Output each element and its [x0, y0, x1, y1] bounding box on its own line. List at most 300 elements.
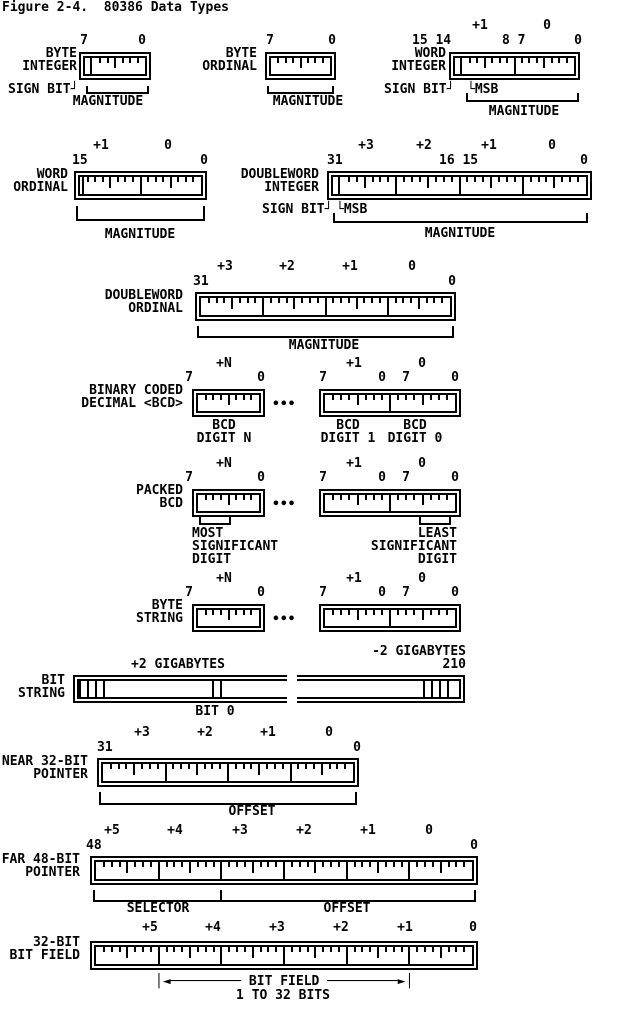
32bit-bit-field-label: +5	[142, 920, 158, 935]
doubleword-ordinal-label: +2	[279, 259, 295, 274]
byte-string-label: 0	[378, 585, 386, 600]
byte-string-tick	[340, 610, 342, 615]
bit-string-label: BIT	[41, 673, 65, 688]
binary-coded-decimal-tick	[365, 395, 367, 400]
byte-integer-tick	[137, 58, 139, 63]
binary-coded-decimal-label: 7	[402, 370, 410, 385]
far-48bit-pointer-label: FAR 48-BIT	[1, 852, 80, 867]
packed-bcd-tick	[389, 495, 391, 511]
doubleword-integer-tick	[490, 177, 492, 188]
near-32bit-pointer-tick	[204, 764, 206, 769]
near-32bit-pointer-label: POINTER	[33, 767, 88, 782]
byte-ordinal-tick	[285, 58, 287, 63]
packed-bcd-tick	[405, 495, 407, 500]
near-32bit-pointer-label: +1	[260, 725, 276, 740]
binary-coded-decimal-label: BCD	[403, 418, 427, 433]
byte-string-label: +N	[216, 571, 232, 586]
near-32bit-pointer-tick	[165, 764, 167, 781]
byte-string-label: 7	[319, 585, 327, 600]
doubleword-integer-tick	[435, 177, 437, 182]
far-48bit-pointer-tick	[455, 862, 457, 867]
near-32bit-pointer-label: 31	[97, 740, 113, 755]
byte-string-tick	[220, 610, 222, 615]
doubleword-integer-bracket	[333, 213, 588, 223]
packed-bcd-label: 0	[257, 470, 265, 485]
word-integer-tick	[499, 58, 501, 63]
doubleword-ordinal-tick	[387, 298, 389, 315]
far-48bit-pointer-tick	[338, 862, 340, 867]
near-32bit-pointer-label: +2	[197, 725, 213, 740]
doubleword-integer-tick	[522, 177, 524, 194]
far-48bit-pointer-tick	[440, 862, 442, 873]
word-integer-tick	[514, 58, 516, 74]
binary-coded-decimal-tick	[397, 395, 399, 400]
word-ordinal-tick	[185, 177, 187, 182]
far-48bit-pointer-tick	[369, 862, 371, 867]
near-32bit-pointer-tick	[110, 764, 112, 769]
packed-bcd-tick	[397, 495, 399, 500]
binary-coded-decimal-tick	[228, 395, 230, 405]
far-48bit-pointer-tick	[181, 862, 183, 867]
byte-ordinal-tick	[307, 58, 309, 63]
word-ordinal-tick	[124, 177, 126, 182]
binary-coded-decimal-tick	[389, 395, 391, 411]
word-ordinal-label: 0	[200, 153, 208, 168]
far-48bit-pointer-tick	[416, 862, 418, 867]
word-integer-box	[449, 52, 580, 80]
doubleword-ordinal-tick	[262, 298, 264, 315]
far-48bit-pointer-tick	[142, 862, 144, 867]
doubleword-ordinal-tick	[395, 298, 397, 303]
binary-coded-decimal-tick	[348, 395, 350, 400]
byte-string-box	[319, 604, 461, 632]
word-ordinal-tick	[82, 177, 84, 194]
far-48bit-pointer-tick	[307, 862, 309, 867]
word-ordinal-label: WORD	[36, 167, 68, 182]
doubleword-ordinal-tick	[379, 298, 381, 303]
binary-coded-decimal-tick	[340, 395, 342, 400]
bit-string-segment-inner	[77, 679, 287, 699]
bit-string-segment-line	[220, 681, 222, 697]
32bit-bit-field-tick	[197, 947, 199, 952]
near-32bit-pointer-tick	[235, 764, 237, 769]
byte-ordinal-label: 0	[328, 33, 336, 48]
far-48bit-pointer-tick	[393, 862, 395, 867]
far-48bit-pointer-tick	[291, 862, 293, 867]
far-48bit-pointer-tick	[424, 862, 426, 867]
32bit-bit-field-tick	[322, 947, 324, 952]
word-integer-tick	[521, 58, 523, 63]
byte-integer-label: MAGNITUDE	[72, 94, 144, 109]
32bit-bit-field-tick	[440, 947, 442, 958]
byte-string-box	[192, 604, 265, 632]
doubleword-integer-label: 0	[548, 138, 556, 153]
bit-string-label: -2 GIGABYTES	[372, 644, 466, 659]
doubleword-ordinal-tick	[216, 298, 218, 303]
far-48bit-pointer-tick	[134, 862, 136, 867]
binary-coded-decimal-label: 7	[319, 370, 327, 385]
word-integer-label: └MSB	[467, 82, 499, 97]
byte-string-label: +1	[346, 571, 362, 586]
byte-string-tick	[228, 610, 230, 620]
near-32bit-pointer-tick	[329, 764, 331, 769]
byte-integer-label: INTEGER	[22, 59, 77, 74]
doubleword-ordinal-tick	[309, 298, 311, 303]
doubleword-ordinal-tick	[325, 298, 327, 315]
doubleword-integer-tick	[356, 177, 358, 182]
binary-coded-decimal-tick	[413, 395, 415, 400]
far-48bit-pointer-tick	[361, 862, 363, 867]
32bit-bit-field-tick	[213, 947, 215, 952]
byte-integer-label: BYTE	[45, 46, 77, 61]
far-48bit-pointer-tick	[408, 862, 410, 879]
binary-coded-decimal-label: BCD	[336, 418, 360, 433]
far-48bit-pointer-tick	[236, 862, 238, 867]
32bit-bit-field-tick	[181, 947, 183, 952]
32bit-bit-field-tick	[299, 947, 301, 952]
doubleword-ordinal-label: MAGNITUDE	[288, 338, 360, 353]
near-32bit-pointer-tick	[157, 764, 159, 769]
32bit-bit-field-label: +1	[397, 920, 413, 935]
far-48bit-pointer-label: +2	[296, 823, 312, 838]
far-48bit-pointer-box	[90, 856, 478, 885]
far-48bit-pointer-tick	[260, 862, 262, 867]
word-integer-tick	[506, 58, 508, 63]
doubleword-integer-tick	[459, 177, 461, 194]
word-ordinal-tick	[162, 177, 164, 182]
doubleword-integer-label: 16 15	[439, 153, 479, 168]
far-48bit-pointer-tick	[244, 862, 246, 867]
32bit-bit-field-tick	[314, 947, 316, 958]
32bit-bit-field-tick	[158, 947, 160, 964]
byte-string-label: BYTE	[151, 598, 183, 613]
doubleword-integer-tick	[419, 177, 421, 182]
packed-bcd-label: •••	[272, 497, 296, 512]
far-48bit-pointer-tick	[126, 862, 128, 873]
byte-string-tick	[446, 610, 448, 615]
byte-string-tick	[373, 610, 375, 615]
32bit-bit-field-tick	[393, 947, 395, 952]
32bit-bit-field-label: +3	[269, 920, 285, 935]
doubleword-integer-tick	[498, 177, 500, 182]
bit-string-segment	[73, 675, 287, 703]
doubleword-integer-label: +1	[481, 138, 497, 153]
doubleword-integer-tick	[443, 177, 445, 182]
far-48bit-pointer-tick	[401, 862, 403, 867]
doubleword-integer-tick	[561, 177, 563, 182]
byte-string-label: 0	[418, 571, 426, 586]
near-32bit-pointer-tick	[180, 764, 182, 769]
32bit-bit-field-tick	[142, 947, 144, 952]
far-48bit-pointer-tick	[205, 862, 207, 867]
word-integer-tick	[528, 58, 530, 63]
near-32bit-pointer-box	[97, 758, 359, 787]
32bit-bit-field-tick	[369, 947, 371, 952]
byte-string-label: 0	[451, 585, 459, 600]
word-integer-label: WORD	[414, 46, 446, 61]
packed-bcd-label: DIGIT	[192, 552, 232, 567]
far-48bit-pointer-tick	[166, 862, 168, 867]
near-32bit-pointer-tick	[250, 764, 252, 769]
packed-bcd-tick	[332, 495, 334, 500]
binary-coded-decimal-label: DIGIT 1	[320, 431, 376, 446]
bit-string-segment-line	[87, 681, 89, 697]
32bit-bit-field-tick	[111, 947, 113, 952]
32bit-bit-field-tick	[354, 947, 356, 952]
packed-bcd-label: BCD	[159, 496, 183, 511]
near-32bit-pointer-label: OFFSET	[228, 804, 276, 819]
packed-bcd-label: DIGIT	[417, 552, 457, 567]
packed-bcd-label: +1	[346, 456, 362, 471]
packed-bcd-tick	[243, 495, 245, 500]
doubleword-integer-tick	[338, 177, 340, 194]
32bit-bit-field-tick	[189, 947, 191, 958]
word-ordinal-label: 15	[72, 153, 88, 168]
near-32bit-pointer-tick	[274, 764, 276, 769]
byte-string-tick	[422, 610, 424, 620]
packed-bcd-box-inner	[196, 493, 261, 513]
byte-string-label: 0	[257, 585, 265, 600]
32bit-bit-field-label: 1 TO 32 BITS	[236, 988, 330, 1003]
byte-string-tick	[365, 610, 367, 615]
doubleword-integer-tick	[514, 177, 516, 182]
byte-string-tick	[348, 610, 350, 615]
near-32bit-pointer-label: 0	[325, 725, 333, 740]
32bit-bit-field-tick	[220, 947, 222, 964]
32bit-bit-field-tick	[134, 947, 136, 952]
far-48bit-pointer-tick	[197, 862, 199, 867]
bit-string-segment-line	[79, 681, 81, 697]
32bit-bit-field-tick	[150, 947, 152, 952]
32bit-bit-field-tick	[408, 947, 410, 964]
binary-coded-decimal-tick	[357, 395, 359, 405]
binary-coded-decimal-box	[192, 389, 265, 417]
byte-string-tick	[357, 610, 359, 620]
near-32bit-pointer-tick	[172, 764, 174, 769]
word-ordinal-label: ORDINAL	[13, 180, 68, 195]
doubleword-integer-tick	[403, 177, 405, 182]
32bit-bit-field-tick	[463, 947, 465, 952]
binary-coded-decimal-tick	[235, 395, 237, 400]
32bit-bit-field-tick	[236, 947, 238, 952]
doubleword-integer-tick	[506, 177, 508, 182]
word-ordinal-tick	[192, 177, 194, 182]
doubleword-integer-tick	[553, 177, 555, 188]
near-32bit-pointer-tick	[258, 764, 260, 775]
word-ordinal-tick	[94, 177, 96, 182]
byte-ordinal-tick	[322, 58, 324, 63]
32bit-bit-field-box	[90, 941, 478, 970]
packed-bcd-tick	[348, 495, 350, 500]
32bit-bit-field-tick	[401, 947, 403, 952]
doubleword-ordinal-tick	[418, 298, 420, 309]
doubleword-ordinal-tick	[402, 298, 404, 303]
far-48bit-pointer-label: +3	[232, 823, 248, 838]
far-48bit-pointer-tick	[173, 862, 175, 867]
doubleword-ordinal-label: +1	[342, 259, 358, 274]
packed-bcd-tick	[373, 495, 375, 500]
word-integer-label: 0	[574, 33, 582, 48]
doubleword-integer-tick	[474, 177, 476, 182]
word-ordinal-tick	[109, 177, 111, 188]
packed-bcd-label: 7	[185, 470, 193, 485]
word-ordinal-tick	[155, 177, 157, 182]
packed-bcd-box	[319, 489, 461, 517]
binary-coded-decimal-tick	[373, 395, 375, 400]
32bit-bit-field-label: 32-BIT	[33, 935, 80, 950]
near-32bit-pointer-bracket	[99, 792, 357, 805]
packed-bcd-label: SIGNIFICANT	[370, 539, 457, 554]
packed-bcd-label: +N	[216, 456, 232, 471]
word-integer-box-inner	[453, 56, 576, 76]
binary-coded-decimal-label: 0	[378, 370, 386, 385]
word-ordinal-label: 0	[164, 138, 172, 153]
byte-string-label: 7	[185, 585, 193, 600]
packed-bcd-label: 7	[402, 470, 410, 485]
32bit-bit-field-tick	[330, 947, 332, 952]
far-48bit-pointer-tick	[322, 862, 324, 867]
bit-string-segment-inner	[297, 679, 461, 699]
word-integer-tick	[558, 58, 560, 63]
near-32bit-pointer-tick	[336, 764, 338, 769]
binary-coded-decimal-label: •••	[272, 397, 296, 412]
far-48bit-pointer-tick	[354, 862, 356, 867]
doubleword-ordinal-tick	[231, 298, 233, 309]
packed-bcd-tick	[235, 495, 237, 500]
binary-coded-decimal-label: BINARY CODED	[89, 383, 183, 398]
doubleword-ordinal-tick	[223, 298, 225, 303]
32bit-bit-field-tick	[126, 947, 128, 958]
doubleword-integer-tick	[372, 177, 374, 182]
32bit-bit-field-tick	[119, 947, 121, 952]
byte-integer-box	[79, 52, 151, 80]
doubleword-ordinal-tick	[340, 298, 342, 303]
packed-bcd-tick	[365, 495, 367, 500]
doubleword-ordinal-tick	[441, 298, 443, 303]
32bit-bit-field-tick	[307, 947, 309, 952]
byte-ordinal-bracket	[267, 86, 334, 94]
packed-bcd-tick	[413, 495, 415, 500]
binary-coded-decimal-tick	[212, 395, 214, 400]
word-integer-tick	[543, 58, 545, 68]
near-32bit-pointer-tick	[227, 764, 229, 781]
doubleword-integer-tick	[395, 177, 397, 194]
word-ordinal-label: MAGNITUDE	[104, 227, 176, 242]
near-32bit-pointer-label: +3	[134, 725, 150, 740]
doubleword-integer-label: +2	[416, 138, 432, 153]
far-48bit-pointer-tick	[119, 862, 121, 867]
word-integer-label: INTEGER	[391, 59, 446, 74]
byte-ordinal-tick	[314, 58, 316, 63]
packed-bcd-box	[192, 489, 265, 517]
far-48bit-pointer-tick	[111, 862, 113, 867]
far-48bit-pointer-tick	[228, 862, 230, 867]
byte-string-tick	[205, 610, 207, 615]
packed-bcd-tick	[212, 495, 214, 500]
doubleword-ordinal-tick	[286, 298, 288, 303]
far-48bit-pointer-tick	[463, 862, 465, 867]
packed-bcd-box-inner	[323, 493, 457, 513]
far-48bit-pointer-tick	[377, 862, 379, 873]
doubleword-ordinal-tick	[371, 298, 373, 303]
doubleword-ordinal-tick	[332, 298, 334, 303]
far-48bit-pointer-tick	[220, 862, 222, 879]
32bit-bit-field-label: BIT FIELD	[9, 948, 80, 963]
doubleword-ordinal-tick	[363, 298, 365, 303]
byte-integer-tick	[129, 58, 131, 63]
doubleword-ordinal-label: 0	[408, 259, 416, 274]
byte-string-tick	[243, 610, 245, 615]
byte-string-box-inner	[196, 608, 261, 628]
far-48bit-pointer-bracket	[93, 890, 476, 902]
far-48bit-pointer-tick	[150, 862, 152, 867]
binary-coded-decimal-label: 0	[418, 356, 426, 371]
word-integer-label: 0	[543, 18, 551, 33]
binary-coded-decimal-box-inner	[196, 393, 261, 413]
doubleword-integer-tick	[379, 177, 381, 182]
bit-string-segment-line	[439, 681, 441, 697]
packed-bcd-tick	[250, 495, 252, 500]
32bit-bit-field-tick	[166, 947, 168, 952]
doubleword-integer-tick	[569, 177, 571, 182]
packed-bcd-tick	[381, 495, 383, 500]
doubleword-integer-tick	[482, 177, 484, 182]
near-32bit-pointer-tick	[196, 764, 198, 775]
packed-bcd-tick	[446, 495, 448, 500]
word-integer-bracket	[466, 93, 579, 102]
doubleword-integer-tick	[364, 177, 366, 188]
32bit-bit-field-tick	[424, 947, 426, 952]
far-48bit-pointer-tick	[299, 862, 301, 867]
32bit-bit-field-label: 0	[469, 920, 477, 935]
far-48bit-pointer-label: OFFSET	[323, 901, 371, 916]
packed-bcd-bracket	[199, 517, 231, 525]
32bit-bit-field-tick	[283, 947, 285, 964]
32bit-bit-field-tick	[346, 947, 348, 964]
doubleword-ordinal-tick	[301, 298, 303, 303]
word-ordinal-label: +1	[93, 138, 109, 153]
word-integer-tick	[566, 58, 568, 63]
bit-string-label: 210	[442, 657, 466, 672]
doubleword-integer-tick	[538, 177, 540, 182]
near-32bit-pointer-tick	[297, 764, 299, 769]
doubleword-integer-label: 31	[327, 153, 343, 168]
doubleword-ordinal-tick	[317, 298, 319, 303]
bit-string-segment	[297, 675, 465, 703]
binary-coded-decimal-label: +1	[346, 356, 362, 371]
byte-string-label: STRING	[136, 611, 183, 626]
word-integer-tick	[536, 58, 538, 63]
binary-coded-decimal-label: DECIMAL <BCD>	[81, 396, 183, 411]
doubleword-integer-tick	[348, 177, 350, 182]
packed-bcd-tick	[220, 495, 222, 500]
32bit-bit-field-label: +2	[333, 920, 349, 935]
far-48bit-pointer-tick	[213, 862, 215, 867]
far-48bit-pointer-label: +4	[167, 823, 183, 838]
packed-bcd-label: PACKED	[136, 483, 183, 498]
far-48bit-pointer-tick	[158, 862, 160, 879]
doubleword-ordinal-label: 31	[193, 274, 209, 289]
doubleword-integer-label: 0	[580, 153, 588, 168]
binary-coded-decimal-box-inner	[323, 393, 457, 413]
doubleword-integer-label: DOUBLEWORD	[240, 167, 319, 182]
word-integer-tick	[469, 58, 471, 63]
32bit-bit-field-box-inner	[94, 945, 474, 966]
doubleword-ordinal-tick	[356, 298, 358, 309]
32bit-bit-field-tick	[267, 947, 269, 952]
near-32bit-pointer-tick	[243, 764, 245, 769]
binary-coded-decimal-tick	[422, 395, 424, 405]
